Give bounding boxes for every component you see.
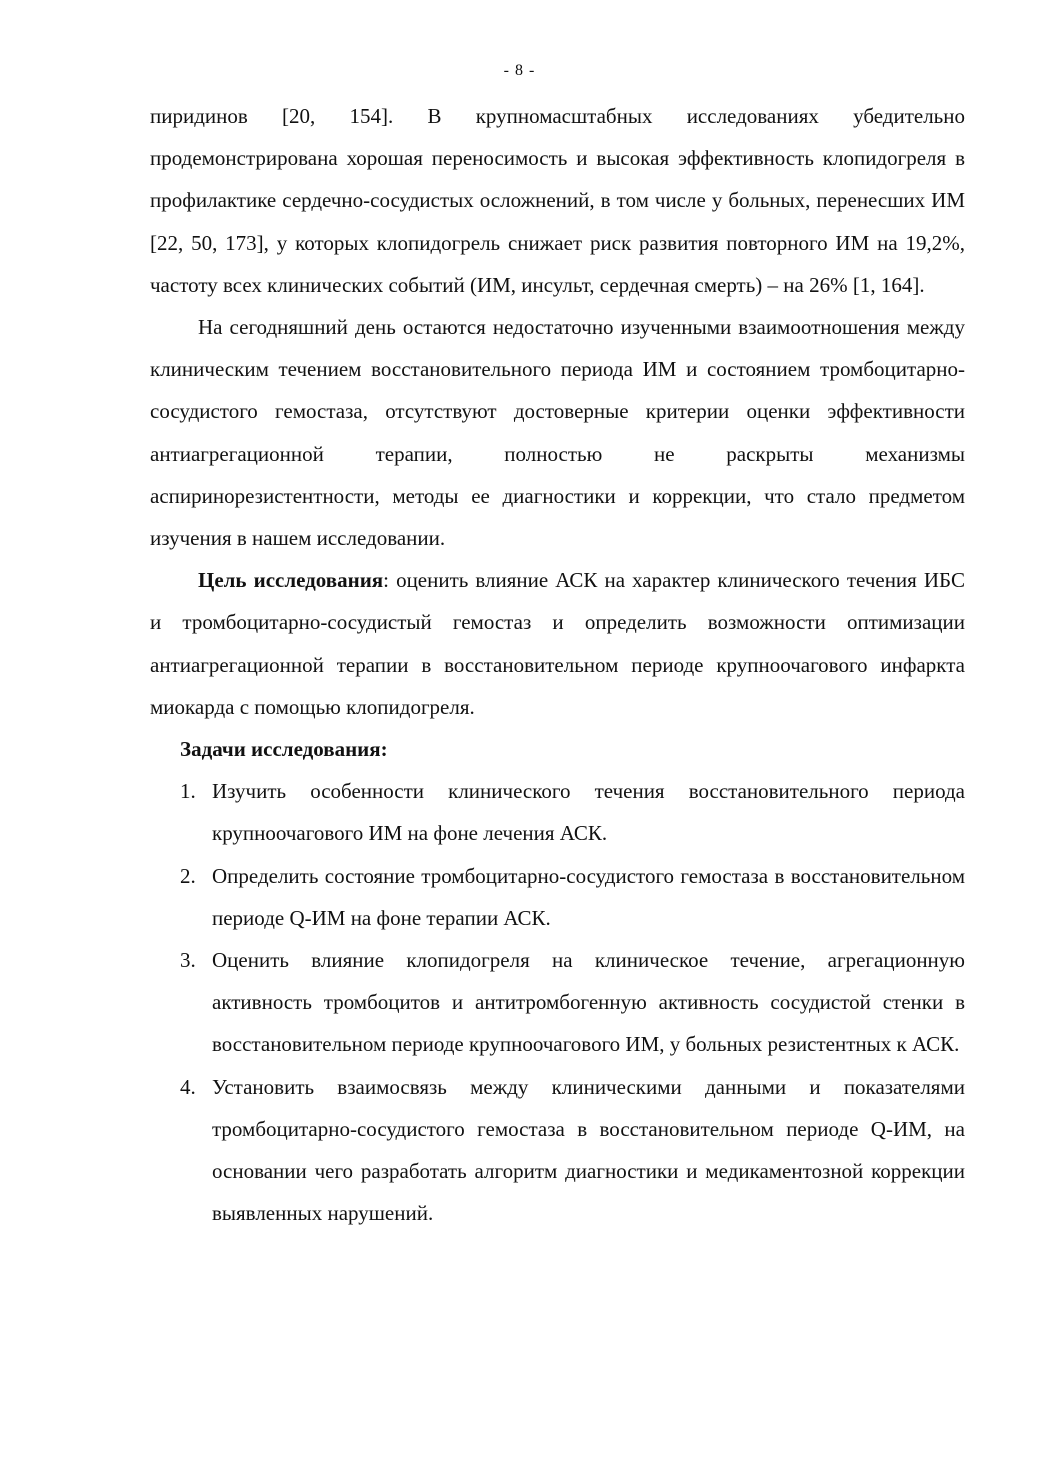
task-item bbox=[150, 939, 965, 1066]
paragraph-intro: пиридинов [20, 154]. В крупномасштабных исследованиях убедительно продемонстрирована хорошая переносимость и высокая эффективность клопидогреля в профилактике сердечно-сосудистых осложнений, в том числе у больных, перенесших ИМ [22, 50, 173], у которых клопидогрель снижает риск развития повторного ИМ на 19,2%, частоту всех клинических событий (ИМ, инсульт, сердечная смерть) – на 26% [1, 164]. bbox=[150, 104, 965, 297]
tasks-list bbox=[150, 770, 965, 1234]
task-number: 1. bbox=[180, 779, 196, 804]
page-number: - 8 - bbox=[503, 62, 536, 79]
paragraph-relevance: На сегодняшний день остаются недостаточно изученными взаимоотношения между клиническим течением восстановительного периода ИМ и состоянием тромбоцитарно-сосудистого гемостаза, отсутствуют достоверные критерии оценки эффективности антиагрегационной терапии, полностью не раскрыты механизмы аспиринорезистентности, методы ее диагностики и коррекции, что стало предметом изучения в нашем исследовании. bbox=[150, 315, 965, 551]
goal-text: : оценить влияние АСК на характер клинического течения ИБС и тромбоцитарно-сосудистый гемостаз и определить возможности оптимизации антиагрегационной терапии в восстановительном периоде крупноочагового инфаркта миокарда с помощью клопидогреля. bbox=[150, 568, 965, 719]
task-text: Изучить особенности клинического течения восстановительного периода крупноочагового ИМ на фоне лечения АСК. bbox=[212, 779, 965, 846]
task-number: 4. bbox=[180, 1074, 196, 1099]
task-item bbox=[150, 855, 965, 939]
task-text: Оценить влияние клопидогреля на клиническое течение, агрегационную активность тромбоцитов и антитромбогенную активность сосудистой стенки в восстановительном периоде крупноочагового ИМ, у больных резистентных к АСК. bbox=[212, 948, 965, 1057]
task-number: 3. bbox=[180, 948, 196, 973]
paragraph-goal bbox=[150, 559, 965, 728]
task-item bbox=[150, 770, 965, 854]
tasks-heading bbox=[150, 728, 965, 770]
goal-title: Цель исследования bbox=[198, 568, 384, 593]
task-item bbox=[150, 1066, 965, 1235]
task-text: Установить взаимосвязь между клиническими данными и показателями тромбоцитарно-сосудистого гемостаза в восстановительном периоде Q-ИМ, на основании чего разработать алгоритм диагностики и медикаментозной коррекции выявленных нарушений. bbox=[212, 1074, 965, 1226]
task-text: Определить состояние тромбоцитарно-сосудистого гемостаза в восстановительном периоде Q-ИМ на фоне терапии АСК. bbox=[212, 863, 965, 930]
tasks-heading-text: Задачи исследования: bbox=[180, 737, 388, 762]
task-number: 2. bbox=[180, 863, 196, 888]
page-body bbox=[150, 95, 965, 1234]
